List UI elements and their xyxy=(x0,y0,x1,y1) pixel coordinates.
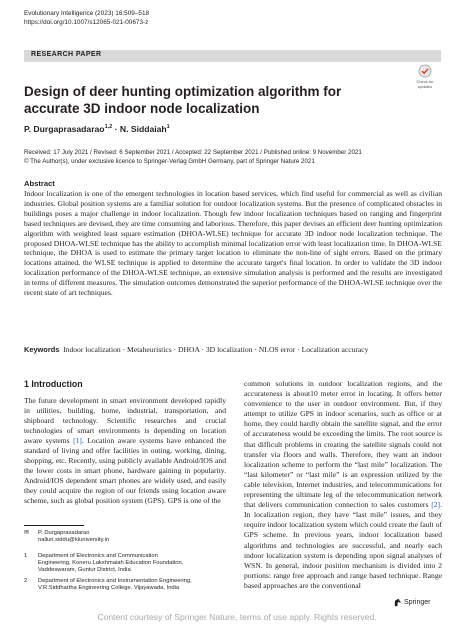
envelope-icon: ✉ xyxy=(24,530,29,536)
keywords-list: Indoor localization · Metaheuristics · DHOA · 3D localization · NLOS error · Localization accuracy xyxy=(63,345,369,354)
doi-link[interactable]: https://doi.org/10.1007/s12065-021-00673-z xyxy=(24,19,149,26)
section-heading-introduction: 1 Introduction xyxy=(24,379,83,389)
affiliation-line: Department of Electronics and Communication xyxy=(38,553,158,559)
author-name[interactable]: N. Siddaiah xyxy=(119,124,167,134)
body-text: . Location aware systems have enhanced the standard of living and offer facilities in outing, working, dining, shopping, etc. Recently, using publicly available Android/IOS and the lower costs in smart phone, hardware gaining in popularity. Android/IOS dependent smart phones are widely used, and easily they could acquire the region of our friends using location aware scheme, such as global position system (GPS). GPS is one of the xyxy=(24,436,226,505)
affiliation-line: V.R.Siddhartha Engineering College, Vijayawada, India xyxy=(38,585,180,592)
publisher-name: Springer xyxy=(404,599,431,606)
check-updates-line1: Check for xyxy=(416,79,434,84)
check-for-updates-icon xyxy=(418,64,432,78)
affiliation-number: 1 xyxy=(24,553,28,559)
body-text: The future development in smart environment developed rapidly in utilities, building, home, industrial, transportation, and shipboard technology. Scientific researches and crucial technologies of smart environments is depending on location aware systems xyxy=(24,396,226,445)
citation-link[interactable]: [1] xyxy=(73,436,82,445)
affiliation-line: Engineering, Koneru Lakshmaiah Education Foundation, xyxy=(38,560,184,567)
springer-horse-icon xyxy=(393,598,402,607)
affiliation-line: Department of Electronics and Instrumentation Engineering, xyxy=(38,578,192,584)
paper-title: Design of deer hunting optimization algorithm for accurate 3D indoor node localization xyxy=(24,84,342,116)
intro-right-column xyxy=(244,379,442,591)
corresponding-email[interactable]: nalluri.siddu@kluniversity.in xyxy=(38,537,110,544)
author-name[interactable]: P. Durgaprasadarao xyxy=(24,124,105,134)
publisher-logo xyxy=(393,598,430,607)
article-type-banner xyxy=(24,50,441,62)
body-text: . In localization region, they have “last mile” issues, and they require indoor localization system which could create the fault of GPS scheme. In previous years, indoor localization based algorithms and technologies are successful, and nearly each indoor localization system is depending upon signal analyses of WSN. In general, indoor position mechanism is divided into 2 portions: range free approach and range based technique. Range based approaches are the conventional xyxy=(244,500,442,590)
journal-citation: Evolutionary Intelligence (2023) 16:509–518 xyxy=(24,10,150,17)
keywords-label: Keywords xyxy=(24,345,60,354)
check-for-updates-badge[interactable] xyxy=(410,64,440,89)
keywords-line xyxy=(24,345,442,355)
check-updates-line2: updates xyxy=(417,84,433,89)
courtesy-watermark: Content courtesy of Springer Nature, terms of use apply. Rights reserved. xyxy=(97,612,377,622)
citation-link[interactable]: [2] xyxy=(431,500,441,510)
article-type-label: RESEARCH PAPER xyxy=(31,51,102,58)
copyright-line: © The Author(s), under exclusive licence to Springer-Verlag GmbH Germany, part of Springer Nature 2021 xyxy=(24,157,315,165)
body-text: common solutions in outdoor localization regions, and the accurateness is about10 meter error in locating. It offers better convenience to the user in outdoor environment. But, if they attempt to utilize GPS in indoor scenarios, such as office or at home, they could hardly obtain the satellite signal, and the error of accurateness would be exceeding the limits. The root source is that difficult problems in creating the satellite signals could not transfer via floors and walls. Therefore, they want an indoor localization scheme to perform the “last mile” localization. The “last kilometer” or “last mile” is an expression utilized by the cable television, Internet industries, and telecommunications for representing the ultimate leg of the telecommunication network that delivers communication connection to sales customers xyxy=(244,379,442,510)
abstract-text: Indoor localization is one of the emergent technologies in location based services, which find useful for commercial as well as civilian industries. Global position systems are a familiar solution for outdoor localization systems. But the presence of complicated obstacles in buildings poses a major challenge in indoor localization. Though few indoor localization techniques based on ranging and fingerprint based techniques are devised, they are time consuming and laborious. Therefore, this paper devises an efficient deer hunting optimization algorithm with weighted least square estimation (DHOA-WLSE) technique for accurate 3D indoor node localization technique. The proposed DHOA-WLSE technique has the ability to accomplish minimal localization error with least localization time. In DHOA-WLSE technique, the DHOA is used to estimate the primary target location to eliminate the non-line of sight errors. Based on the primary locations attained, the WLSE technique is applied to determine the accurate target's final location. In order to validate the 3D indoor localization performance of the DHOA-WLSE technique, an extensive simulation analysis is performed and the results are investigated in terms of different measures. The simulation outcomes demonstrated the superior performance of the DHOA-WLSE technique over the recent state of art techniques. xyxy=(24,189,442,298)
publication-history xyxy=(24,149,362,166)
footnote-divider xyxy=(24,525,84,526)
author-separator: · xyxy=(112,124,120,134)
abstract-heading: Abstract xyxy=(24,179,55,188)
affiliation-number: 2 xyxy=(24,578,28,584)
author-affiliation-marks: 1 xyxy=(166,124,170,131)
author-list xyxy=(24,124,170,134)
corresponding-author-name: P. Durgaprasadarao xyxy=(38,530,90,536)
intro-left-column xyxy=(24,396,226,506)
journal-header xyxy=(24,9,149,27)
author-affiliation-marks: 1,2 xyxy=(104,124,113,131)
affiliation-line: Vaddeswaram, Guntur District, India xyxy=(38,567,131,574)
dates-line: Received: 17 July 2021 / Revised: 6 September 2021 / Accepted: 22 September 2021 / Published online: 9 November 2021 xyxy=(24,149,362,156)
